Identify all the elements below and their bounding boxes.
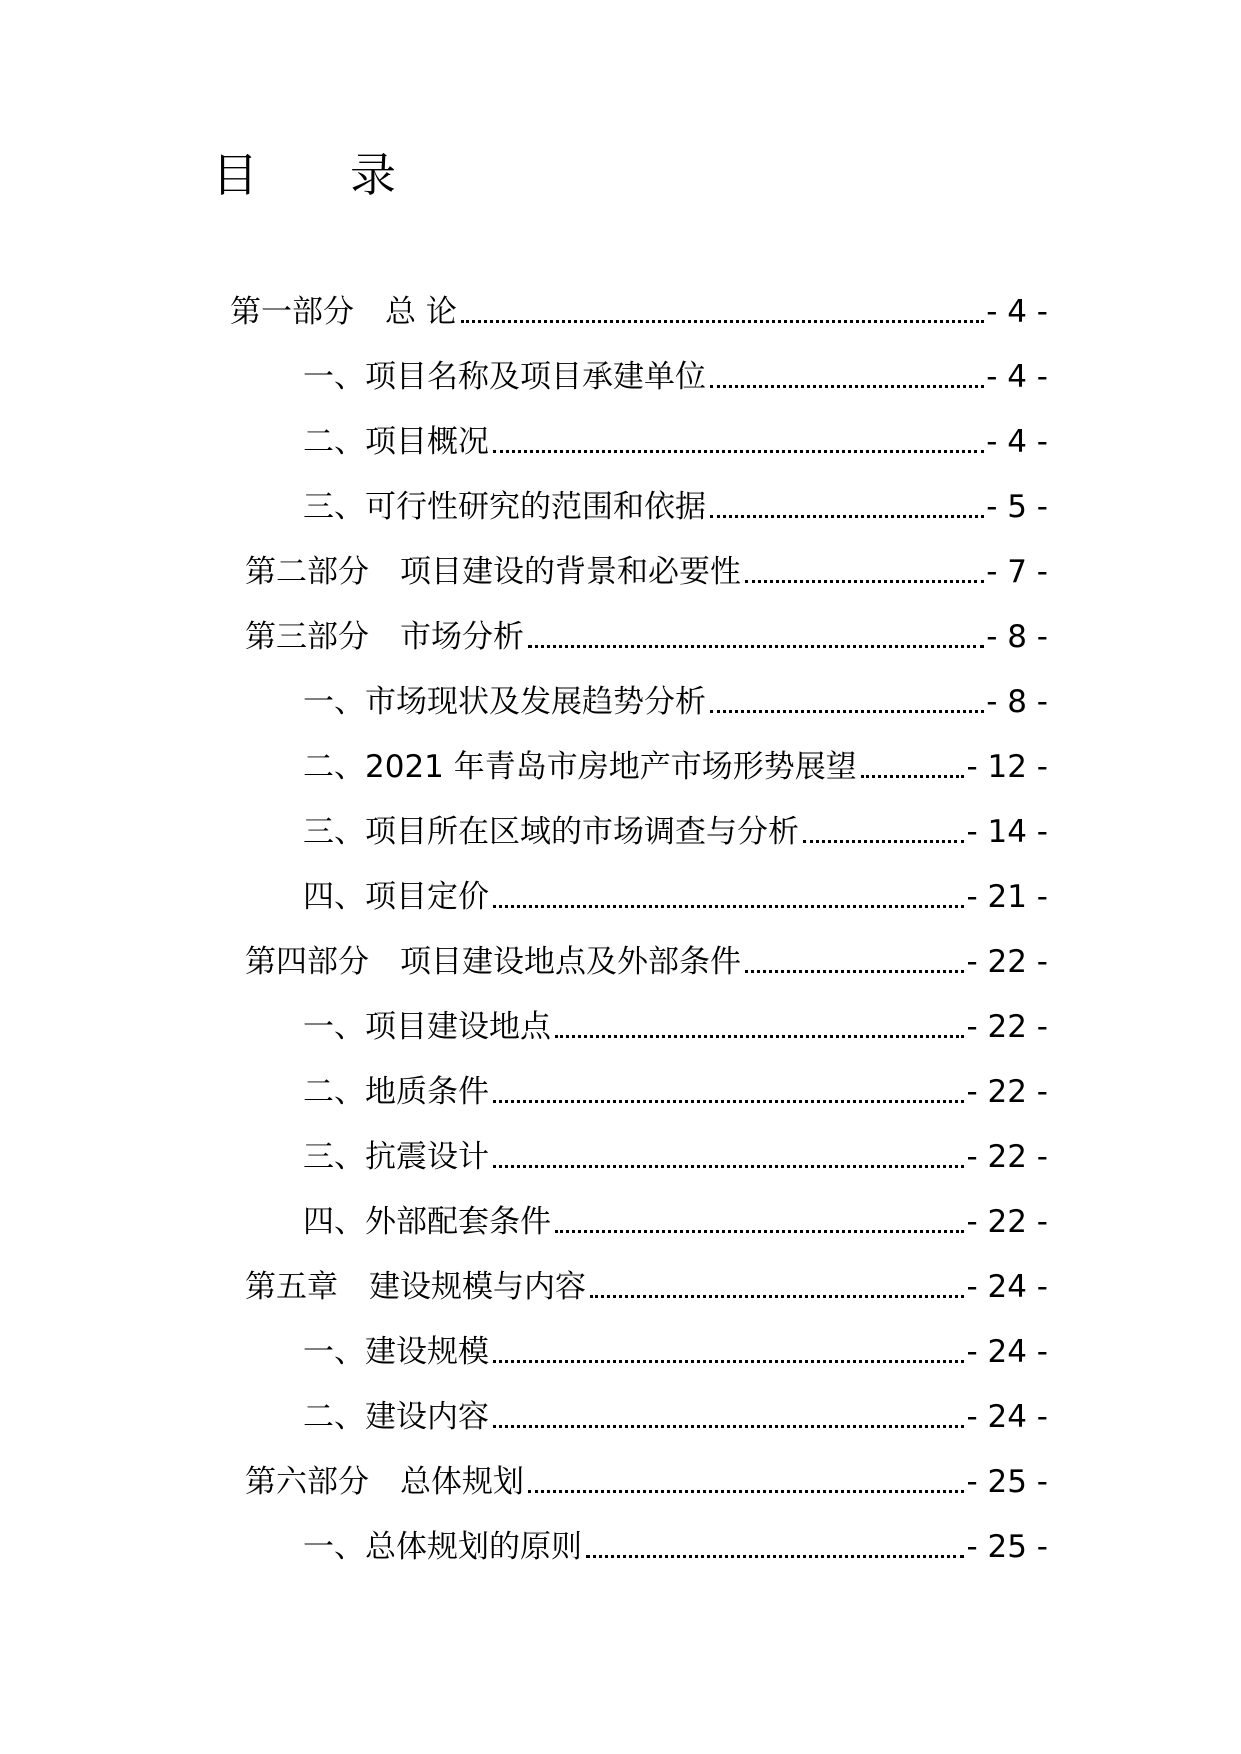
dot-leader	[590, 1295, 964, 1298]
dot-leader	[555, 1035, 964, 1038]
toc-entry[interactable]	[303, 483, 1048, 527]
toc-entry-page: - 24 -	[966, 1399, 1048, 1435]
toc-entry-page: - 4 -	[986, 424, 1048, 460]
toc-entry[interactable]	[303, 678, 1048, 722]
toc-entry-label: 一、建设规模	[303, 1334, 489, 1370]
toc-entry-label: 一、项目建设地点	[303, 1009, 551, 1045]
toc-entry[interactable]	[303, 743, 1048, 787]
toc-entry-label: 四、项目定价	[303, 879, 489, 915]
toc-entry[interactable]	[303, 1003, 1048, 1047]
toc-entry[interactable]	[303, 1328, 1048, 1372]
dot-leader	[745, 580, 984, 583]
toc-entry[interactable]	[303, 808, 1048, 852]
toc-entry-label: 二、2021 年青岛市房地产市场形势展望	[303, 749, 857, 785]
dot-leader	[555, 1230, 964, 1233]
dot-leader	[586, 1555, 964, 1558]
toc-entry[interactable]	[245, 1458, 1048, 1502]
toc-entry-page: - 4 -	[986, 294, 1048, 330]
toc-entry-page: - 22 -	[966, 1074, 1048, 1110]
toc-entry-page: - 24 -	[966, 1334, 1048, 1370]
toc-entry[interactable]	[245, 548, 1048, 592]
dot-leader	[861, 775, 965, 778]
toc-entry[interactable]	[245, 1263, 1048, 1307]
toc-entry[interactable]	[303, 1198, 1048, 1242]
toc-entry[interactable]	[230, 288, 1048, 332]
dot-leader	[528, 1490, 964, 1493]
toc-entry-page: - 21 -	[966, 879, 1048, 915]
toc-entry-page: - 22 -	[966, 1204, 1048, 1240]
toc-entry[interactable]	[245, 613, 1048, 657]
toc-entry-page: - 7 -	[986, 554, 1048, 590]
toc-entry-page: - 25 -	[966, 1464, 1048, 1500]
toc-entry[interactable]	[303, 418, 1048, 462]
toc-entry-label: 一、总体规划的原则	[303, 1529, 582, 1565]
toc-entry-page: - 22 -	[966, 1009, 1048, 1045]
toc-entry-label: 第三部分 市场分析	[245, 619, 524, 655]
dot-leader	[493, 1360, 964, 1363]
toc-entry-label: 一、市场现状及发展趋势分析	[303, 684, 706, 720]
toc-entry-page: - 22 -	[966, 944, 1048, 980]
toc-entry-label: 第一部分 总 论	[230, 294, 457, 330]
toc-entry[interactable]	[303, 1393, 1048, 1437]
dot-leader	[461, 320, 984, 323]
toc-entry-label: 三、项目所在区域的市场调查与分析	[303, 814, 799, 850]
dot-leader	[528, 645, 984, 648]
toc-entry[interactable]	[303, 873, 1048, 917]
toc-entry-page: - 14 -	[966, 814, 1048, 850]
dot-leader	[493, 1425, 964, 1428]
dot-leader	[710, 515, 984, 518]
dot-leader	[493, 1165, 964, 1168]
dot-leader	[493, 905, 964, 908]
toc-entry[interactable]	[303, 1068, 1048, 1112]
toc-entry-label: 三、抗震设计	[303, 1139, 489, 1175]
toc-entry-page: - 12 -	[966, 749, 1048, 785]
toc-entry-page: - 22 -	[966, 1139, 1048, 1175]
toc-entry-page: - 5 -	[986, 489, 1048, 525]
dot-leader	[493, 450, 984, 453]
toc-entry-page: - 8 -	[986, 684, 1048, 720]
dot-leader	[493, 1100, 964, 1103]
toc-entry-label: 第二部分 项目建设的背景和必要性	[245, 554, 741, 590]
toc-entry-label: 二、项目概况	[303, 424, 489, 460]
dot-leader	[710, 385, 984, 388]
toc-entry-label: 二、地质条件	[303, 1074, 489, 1110]
page-title: 目 录	[212, 148, 396, 202]
toc-entry[interactable]	[303, 1523, 1048, 1567]
dot-leader	[710, 710, 984, 713]
toc-entry-label: 二、建设内容	[303, 1399, 489, 1435]
toc-entry-label: 三、可行性研究的范围和依据	[303, 489, 706, 525]
toc-entry-page: - 25 -	[966, 1529, 1048, 1565]
toc-entry[interactable]	[245, 938, 1048, 982]
dot-leader	[803, 840, 964, 843]
toc-entry-label: 第四部分 项目建设地点及外部条件	[245, 944, 741, 980]
toc-entry-page: - 24 -	[966, 1269, 1048, 1305]
dot-leader	[745, 970, 964, 973]
toc-entry[interactable]	[303, 353, 1048, 397]
toc-entry-page: - 8 -	[986, 619, 1048, 655]
toc-entry[interactable]	[303, 1133, 1048, 1177]
toc-entry-label: 第六部分 总体规划	[245, 1464, 524, 1500]
toc-entry-page: - 4 -	[986, 359, 1048, 395]
toc-entry-label: 四、外部配套条件	[303, 1204, 551, 1240]
toc-entry-label: 第五章 建设规模与内容	[245, 1269, 586, 1305]
toc-entry-label: 一、项目名称及项目承建单位	[303, 359, 706, 395]
